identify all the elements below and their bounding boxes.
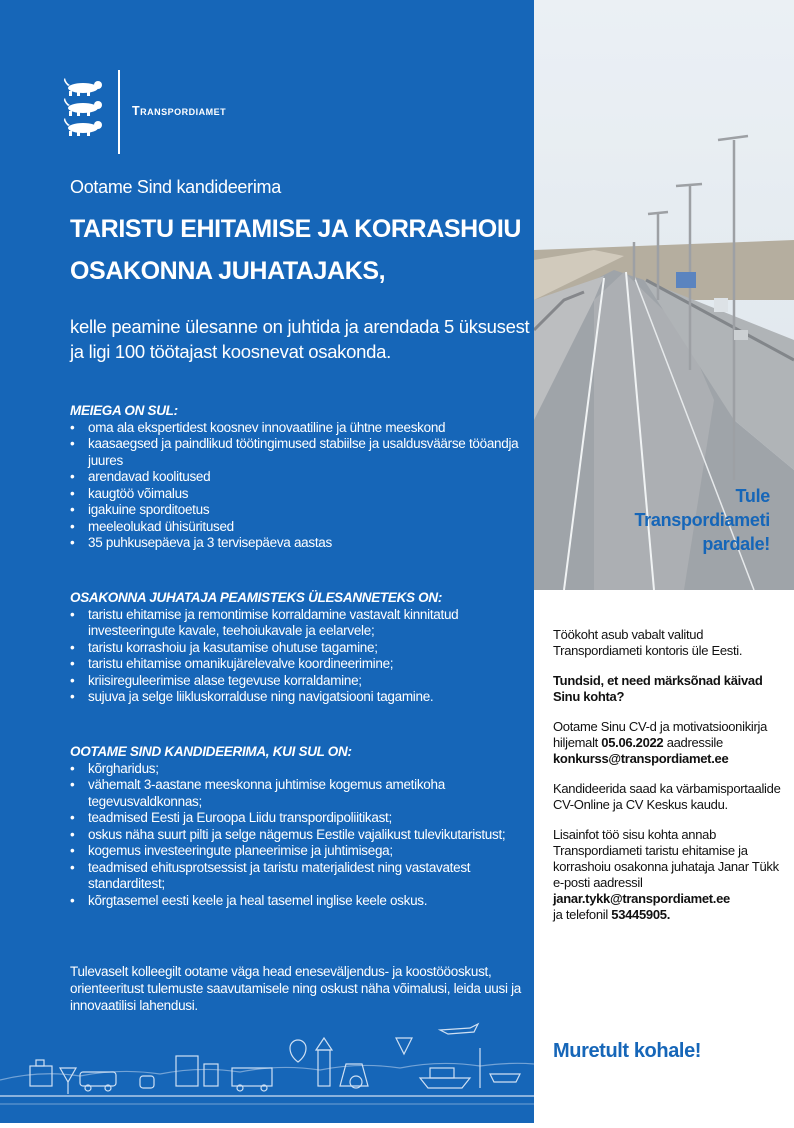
info-sentence: Lisainfot töö sisu kohta annab Transpordiameti taristu ehitamise ja korrashoiu osakonna juhataja Janar Tükk e-posti aadressil [553,827,779,890]
phone-number[interactable]: 53445905. [611,907,671,922]
requirements-section [70,744,530,909]
list-item: • kaasaegsed ja paindlikud töötingimused stabiilse ja usaldusväärse tööandja juures [70,436,530,469]
list-item: • sujuva ja selge liikluskorralduse ning navigatsiooni tagamine. [70,689,530,706]
list-item: • taristu ehitamise ja remontimise korraldamine vastavalt kinnitatud investeeringute kavale, teehoiukavale ja eelarvele; [70,607,530,640]
three-lions-coat-of-arms-icon [60,78,106,140]
apply-sentence: Ootame Sinu CV-d ja motivatsioonikirja hiljemalt [553,719,768,750]
list-item: • arendavad koolitused [70,469,530,486]
list-item: • taristu ehitamise omanikujärelevalve koordineerimine; [70,656,530,673]
phone-prefix: ja telefonil [553,907,608,922]
tasks-heading: OSAKONNA JUHATAJA PEAMISTEKS ÜLESANNETEKS ON: [70,590,443,605]
tasks-list [70,607,530,706]
logo-divider [118,70,120,154]
requirements-heading: OOTAME SIND KANDIDEERIMA, KUI SUL ON: [70,744,352,759]
offer-section [70,403,530,552]
tasks-section [70,590,530,706]
list-item: • kriisireguleerimise alase tegevuse korraldamine; [70,673,530,690]
info-text [553,827,785,923]
list-item: • taristu korrashoiu ja kasutamise ohutuse tagamine; [70,640,530,657]
list-item: • 35 puhkusepäeva ja 3 tervisepäeva aastas [70,535,530,552]
photo-caption [634,484,770,556]
list-item: • oskus näha suurt pilti ja selge nägemus Eestile vajalikust tulevikutaristust; [70,827,530,844]
apply-email-link[interactable]: konkurss@transpordiamet.ee [553,751,729,766]
offer-heading: MEIEGA ON SUL: [70,403,178,418]
photo-caption-line1: Tule [735,486,770,506]
apply-text [553,719,785,767]
position-title-line2: OSAKONNA JUHATAJAKS, [70,257,386,285]
photo-caption-line3: pardale! [702,534,770,554]
location-text: Töökoht asub vabalt valitud Transpordiameti kontoris üle Eesti. [553,627,743,658]
question-text [553,673,785,705]
slogan: Muretult kohale! [553,1040,702,1062]
deadline-date: 05.06.2022 [601,735,664,750]
list-item: • igakuine sporditoetus [70,502,530,519]
list-item: • kaugtöö võimalus [70,486,530,503]
list-item: • vähemalt 3-aastane meeskonna juhtimise kogemus ametikoha tegevusvaldkonnas; [70,777,530,810]
offer-list [70,420,530,552]
agency-name: Transpordiamet [132,104,227,118]
lead-text: kelle peamine ülesanne on juhtida ja arendada 5 üksusest ja ligi 100 töötajast koosnevat osakonda. [70,316,530,362]
address-word: aadressile [666,735,723,750]
position-title [70,208,530,292]
list-item: • kõrgharidus; [70,761,530,778]
position-title-line1: TARISTU EHITAMISE JA KORRASHOIU [70,215,522,243]
contact-email-link[interactable]: janar.tykk@transpordiamet.ee [553,891,730,906]
list-item: • meeleolukad ühisüritused [70,519,530,536]
closing-text: Tulevaselt kolleegilt ootame väga head eneseväljendus- ja koostööoskust, orienteeritust tulemuste saavutamisele ning oskust näha võimalusi, leida uusi ja innovaatilisi lahendusi. [70,964,522,1013]
portals-text: Kandideerida saad ka värbamisportaalide CV-Online ja CV Keskus kaudu. [553,781,781,812]
transport-skyline-illustration [0,1008,534,1123]
list-item: • oma ala ekspertidest koosnev innovaatiline ja ühtne meeskond [70,420,530,437]
photo-caption-line2: Transpordiameti [634,510,770,530]
list-item: • kogemus investeeringute planeerimise ja juhtimisega; [70,843,530,860]
sidebar [553,627,785,937]
requirements-list [70,761,530,910]
list-item: • teadmised Eesti ja Euroopa Liidu transpordipoliitikast; [70,810,530,827]
intro-text: Ootame Sind kandideerima [70,177,281,197]
list-item: • kõrgtasemel eesti keele ja heal tasemel inglise keele oskus. [70,893,530,910]
question-bold: Tundsid, et need märksõnad käivad Sinu kohta? [553,673,763,704]
list-item: • teadmised ehitusprotsessist ja taristu materjalidest ning vastavatest standarditest; [70,860,530,893]
